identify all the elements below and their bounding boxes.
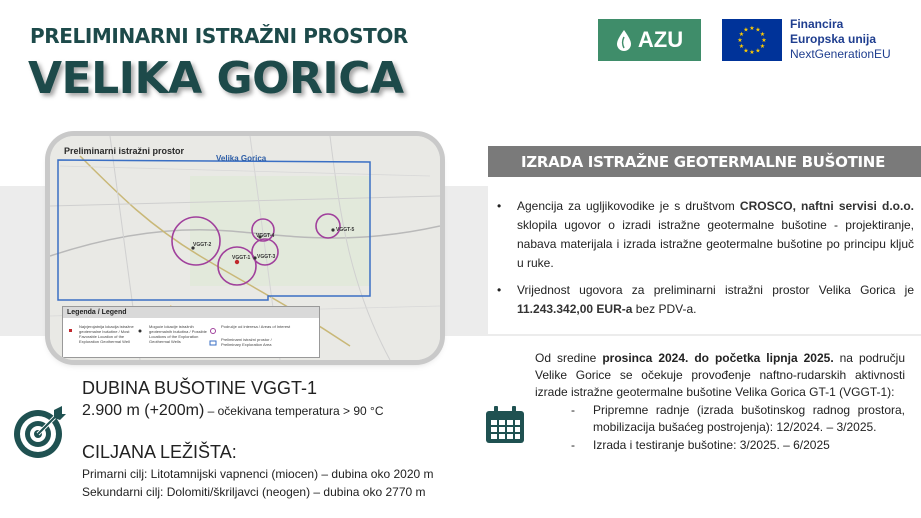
page-subtitle: PRELIMINARNI ISTRAŽNI PROSTOR — [30, 24, 408, 48]
legend-title: Legenda / Legend — [63, 307, 319, 318]
well-label: VGGT-4 — [256, 233, 275, 239]
depth-value: 2.900 m (+200m) — [82, 402, 205, 419]
eu-flag — [722, 19, 782, 61]
secondary-target: Sekundarni cilj: Dolomiti/škriljavci (neogen) – dubina oko 2770 m — [82, 485, 426, 499]
depth-value-line — [82, 402, 384, 420]
eu-line-1: Financira — [790, 17, 844, 31]
primary-target: Primarni cilj: Litotamnijski vapnenci (miocen) – dubina oko 2020 m — [82, 467, 434, 481]
svg-text:★: ★ — [755, 47, 761, 55]
page-title: VELIKA GORICA — [28, 53, 404, 104]
well-label: VGGT-2 — [193, 242, 212, 248]
calendar-icon — [484, 405, 526, 445]
svg-text:★: ★ — [743, 47, 749, 55]
leaf-drop-icon — [616, 29, 632, 51]
well-marker — [331, 228, 334, 231]
map-legend — [62, 306, 320, 358]
azu-logo — [598, 19, 701, 61]
map-area-label: Velika Gorica — [216, 154, 267, 163]
svg-text:★: ★ — [738, 31, 745, 38]
timeline-period: prosinca 2024. do početka lipnja 2025. — [602, 351, 834, 365]
legend-item: Moguće lokacije istražnih geotermalnih bušotina / Possible Locations of the Exploration Geothermal Wells — [149, 324, 207, 344]
svg-text:★: ★ — [738, 43, 745, 50]
svg-text:★: ★ — [749, 49, 755, 56]
legend-item: Preliminarni istražni prostor / Preliminary Exploration Area — [221, 337, 272, 347]
eu-line-3: NextGenerationEU — [790, 47, 891, 61]
eu-funding-text — [790, 17, 891, 62]
svg-text:★: ★ — [761, 37, 767, 44]
svg-text:★: ★ — [737, 37, 743, 44]
contract-value: 11.243.342,00 EUR-a — [517, 302, 633, 316]
legend-item: Područje od interesa / Areas of Interest — [221, 324, 291, 329]
timeline-list — [571, 402, 905, 454]
well-label: VGGT-3 — [257, 254, 276, 260]
well-label: VGGT-1 — [232, 255, 251, 261]
bullet-contract: • Agencija za ugljikovodike je s društvom CROSCO, naftni servisi d.o.o. sklopila ugovor o izradi istražne geotermalne bušotine - projektiranje, nabava materijala i izrada istražne geotermalne bušotine po principu ključ u ruke. — [494, 197, 914, 273]
timeline-intro: Od sredine prosinca 2024. do početka lipnja 2025. na području Velike Gorice se očekuje provođenje naftno-rudarskih aktivnosti izrade istražne geotermalne bušotine Velika Gorica GT-1 (VGGT-1): — [535, 351, 905, 399]
timeline-block — [535, 350, 905, 455]
azu-logo-text: AZU — [637, 27, 684, 52]
bullet-value: • Vrijednost ugovora za preliminarni istražni prostor Velika Gorica je 11.243.342,00 EUR-a bez PDV-a. — [494, 281, 914, 319]
svg-text:★: ★ — [749, 25, 755, 32]
company-name: CROSCO, naftni servisi d.o.o. — [739, 199, 914, 213]
depth-title: DUBINA BUŠOTINE VGGT-1 — [82, 378, 318, 398]
section-header: IZRADA ISTRAŽNE GEOTERMALNE BUŠOTINE — [488, 146, 921, 177]
svg-text:★: ★ — [759, 31, 766, 38]
section-bullets — [494, 197, 914, 327]
depth-note: – očekivana temperatura > 90 °C — [204, 404, 384, 418]
exploration-map — [50, 136, 440, 360]
svg-text:★: ★ — [759, 43, 766, 50]
eu-flag-icon — [722, 19, 782, 61]
eu-line-2: Europska unija — [790, 32, 877, 46]
svg-text:★: ★ — [743, 26, 749, 34]
timeline-item: - Pripremne radnje (izrada bušotinskog radnog prostora, mobilizacija bušaćeg postrojenja): 12/2024. – 3/2025. — [571, 402, 905, 436]
map-label: Preliminarni istražni prostor — [64, 146, 185, 156]
svg-text:★: ★ — [755, 26, 761, 34]
legend-item: Najvjerojatnija lokacija istražne geotermalne bušotine / Most Favorable Location of the Exploration Geothermal Well — [79, 324, 134, 344]
targets-title: CILJANA LEŽIŠTA: — [82, 442, 237, 462]
well-label: VGGT-5 — [336, 227, 355, 233]
timeline-item: - Izrada i testiranje bušotine: 3/2025. – 6/2025 — [571, 437, 905, 454]
target-icon — [8, 404, 68, 460]
